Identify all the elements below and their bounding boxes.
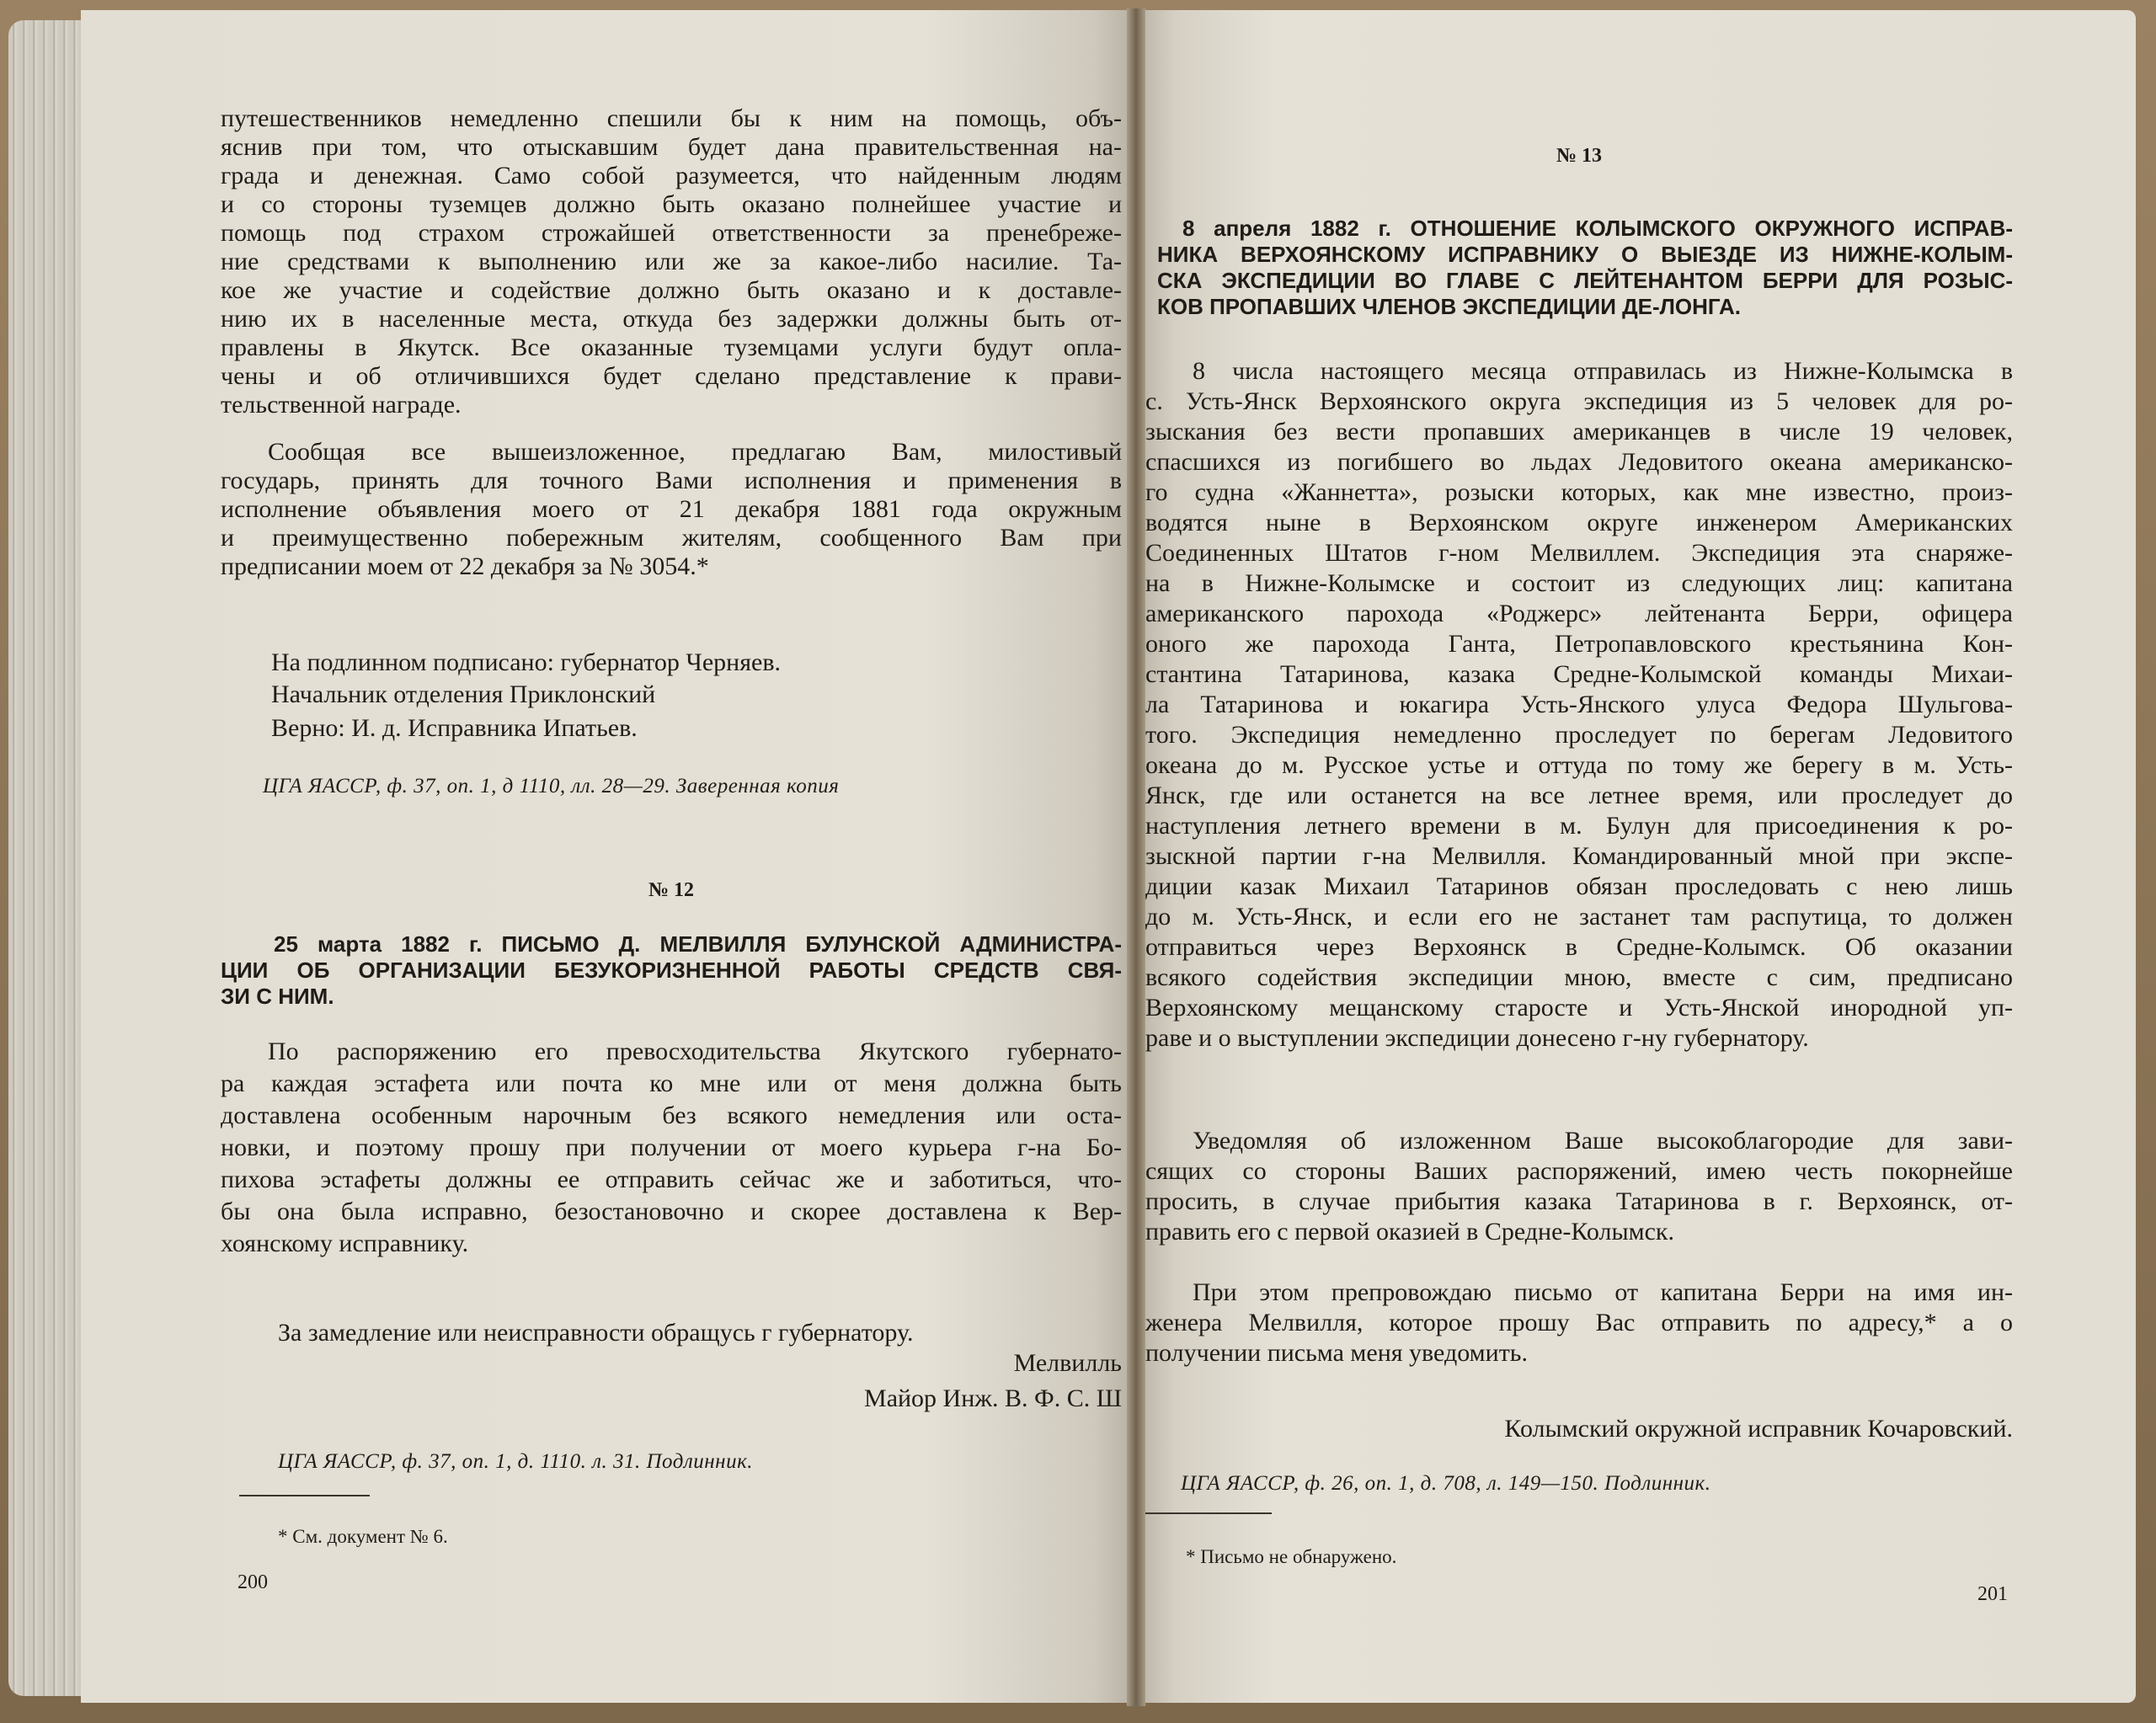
text-line: нию их в населенные места, откуда без задержки должны быть от- bbox=[221, 305, 1122, 333]
page-number: 201 bbox=[1977, 1583, 2008, 1605]
text-line: кое же участие и содействие должно быть оказано и к доставле- bbox=[221, 276, 1122, 304]
text-line: ра каждая эстафета или почта ко мне или от меня должна быть bbox=[221, 1070, 1122, 1097]
text-line: сящих со стороны Ваших распоряжений, имею честь покорнейше bbox=[1145, 1157, 2013, 1185]
archive-source: ЦГА ЯАССР, ф. 37, оп. 1, д 1110, лл. 28—29. Заверенная копия bbox=[263, 775, 840, 797]
text-line: государь, принять для точного Вами исполнения и применения в bbox=[221, 467, 1122, 494]
text-line: Сообщая все вышеизложенное, предлагаю Вам, милостивый bbox=[268, 438, 1122, 466]
text-line: отправиться через Верхоянск в Средне-Колымск. Об оказании bbox=[1145, 933, 2013, 961]
text-line: пихова эстафеты должны ее отправить сейчас же и заботиться, что- bbox=[221, 1166, 1122, 1193]
text-line: доставлена особенным нарочным без всякого немедления или оста- bbox=[221, 1102, 1122, 1129]
text-line: на в Нижне-Колымске и состоит из следующих лиц: капитана bbox=[1145, 569, 2013, 597]
text-line: и со стороны туземцев должно быть оказано полнейшее участие и bbox=[221, 190, 1122, 218]
text-line: править его с первой оказией в Средне-Колымск. bbox=[1145, 1218, 1675, 1246]
text-line: яснив при том, что отыскавшим будет дана правительственная на- bbox=[221, 133, 1122, 161]
text-line: того. Экспедиция немедленно проследует по берегам Ледовитого bbox=[1145, 721, 2013, 749]
text-line: Янск, где или останется на все летнее время, или проследует до bbox=[1145, 781, 2013, 809]
text-line: путешественников немедленно спешили бы к ним на помощь, объ- bbox=[221, 104, 1122, 132]
signature-melville: Мелвилль bbox=[1013, 1349, 1122, 1377]
text-line: и преимущественно побережным жителям, сообщенного Вам при bbox=[221, 524, 1122, 552]
text-line: 8 числа настоящего месяца отправилась из Нижне-Колымска в bbox=[1193, 357, 2013, 385]
archive-source: ЦГА ЯАССР, ф. 37, оп. 1, д. 1110. л. 31. Подлинник. bbox=[278, 1450, 754, 1473]
book-spine bbox=[1127, 8, 1145, 1706]
text-line: оного же парохода Ганта, Петропавловского крестьянина Кон- bbox=[1145, 630, 2013, 658]
text-line: ла Татаринова и юкагира Усть-Янского улуса Федора Шульгова- bbox=[1145, 691, 2013, 718]
text-line: помощь под страхом строжайшей ответственности за пренебреже- bbox=[221, 219, 1122, 247]
text-line: получении письма меня уведомить. bbox=[1145, 1339, 1528, 1367]
footnote: * См. документ № 6. bbox=[278, 1526, 448, 1547]
text-line: исполнение объявления моего от 21 декабря 1881 года окружным bbox=[221, 495, 1122, 523]
signature-line: На подлинном подписано: губернатор Черняев. bbox=[271, 648, 781, 676]
text-line: водятся ныне в Верхоянском округе инженером Американских bbox=[1145, 509, 2013, 536]
heading-line: 8 апреля 1882 г. ОТНОШЕНИЕ КОЛЫМСКОГО ОКРУЖНОГО ИСПРАВ- bbox=[1182, 216, 2013, 241]
text-line: Уведомляя об изложенном Ваше высокоблагородие для зави- bbox=[1193, 1127, 2013, 1155]
text-line: града и денежная. Само собой разумеется, что найденным людям bbox=[221, 162, 1122, 189]
text-line: предписании моем от 22 декабря за № 3054.* bbox=[221, 552, 709, 580]
footnote: * Письмо не обнаружено. bbox=[1186, 1546, 1397, 1567]
text-line: раве и о выступлении экспедиции донесено г-ну губернатору. bbox=[1145, 1024, 1809, 1052]
signature-line: Верно: И. д. Исправника Ипатьев. bbox=[271, 714, 638, 742]
text-line: бы она была исправно, безостановочно и скорее доставлена к Вер- bbox=[221, 1198, 1122, 1225]
text-line: стантина Татаринова, казака Средне-Колымской команды Михаи- bbox=[1145, 660, 2013, 688]
text-line: женера Мелвилля, которое прошу Вас отправить по адресу,* а о bbox=[1145, 1309, 2013, 1336]
signature-line: Начальник отделения Приклонский bbox=[271, 680, 656, 708]
text-line: зыскания без вести пропавших американцев в числе 19 человек, bbox=[1145, 418, 2013, 445]
text-line: тельственной награде. bbox=[221, 391, 462, 419]
footnote-rule bbox=[1145, 1512, 1272, 1514]
heading-line: 25 марта 1882 г. ПИСЬМО Д. МЕЛВИЛЛЯ БУЛУНСКОЙ АДМИНИСТРА- bbox=[274, 931, 1122, 957]
archive-source: ЦГА ЯАССР, ф. 26, оп. 1, д. 708, л. 149—150. Подлинник. bbox=[1181, 1472, 1711, 1495]
closing-line: За замедление или неисправности обращусь г губернатору. bbox=[278, 1319, 914, 1347]
text-line: хоянскому исправнику. bbox=[221, 1230, 469, 1257]
text-line: чены и об отличившихся будет сделано представление к прави- bbox=[221, 362, 1122, 390]
heading-line: КОВ ПРОПАВШИХ ЧЛЕНОВ ЭКСПЕДИЦИИ ДЕ-ЛОНГА. bbox=[1157, 294, 1741, 319]
text-line: американского парохода «Роджерс» лейтенанта Берри, офицера bbox=[1145, 600, 2013, 627]
text-line: всякого содействия экспедиции мною, вместе с сим, предписано bbox=[1145, 963, 2013, 991]
heading-line: ЗИ С НИМ. bbox=[221, 984, 334, 1009]
text-line: с. Усть-Янск Верхоянского округа экспедиция из 5 человек для ро- bbox=[1145, 387, 2013, 415]
text-line: океана до м. Русское устье и оттуда по тому же берегу в м. Усть- bbox=[1145, 751, 2013, 779]
text-line: новки, и поэтому прошу при получении от моего курьера г-на Бо- bbox=[221, 1134, 1122, 1161]
text-line: По распоряжению его превосходительства Якутского губернато- bbox=[268, 1038, 1122, 1065]
text-line: правлены в Якутск. Все оказанные туземцами услуги будут опла- bbox=[221, 333, 1122, 361]
text-line: ние средствами к выполнению или же за какое-либо насилие. Та- bbox=[221, 248, 1122, 275]
signature-title: Майор Инж. В. Ф. С. Ш bbox=[864, 1384, 1122, 1412]
document-number: № 13 bbox=[1556, 145, 1603, 167]
text-line: просить, в случае прибытия казака Татаринова в г. Верхоянск, от- bbox=[1145, 1187, 2013, 1215]
text-line: При этом препровождаю письмо от капитана Берри на имя ин- bbox=[1193, 1278, 2013, 1306]
text-line: спасшихся из погибшего во льдах Ледовитого океана американско- bbox=[1145, 448, 2013, 476]
footnote-rule bbox=[239, 1495, 370, 1496]
text-line: до м. Усть-Янск, и если его не застанет там распутица, то должен bbox=[1145, 903, 2013, 931]
text-line: зыскной партии г-на Мелвилля. Командированный мной при экспе- bbox=[1145, 842, 2013, 870]
text-line: Соединенных Штатов г-ном Мелвиллем. Экспедиция эта снаряже- bbox=[1145, 539, 2013, 567]
document-number: № 12 bbox=[648, 879, 695, 901]
page-number: 200 bbox=[237, 1571, 268, 1593]
heading-line: СКА ЭКСПЕДИЦИИ ВО ГЛАВЕ С ЛЕЙТЕНАНТОМ БЕРРИ ДЛЯ РОЗЫС- bbox=[1157, 268, 2013, 293]
text-line: наступления летнего времени в м. Булун для присоединения к ро- bbox=[1145, 812, 2013, 840]
text-line: диции казак Михаил Татаринов обязан проследовать с нею лишь bbox=[1145, 872, 2013, 900]
heading-line: НИКА ВЕРХОЯНСКОМУ ИСПРАВНИКУ О ВЫЕЗДЕ ИЗ НИЖНЕ-КОЛЫМ- bbox=[1157, 242, 2013, 267]
text-line: го судна «Жаннетта», розыски которых, как мне известно, произ- bbox=[1145, 478, 2013, 506]
signature-kocharovsky: Колымский окружной исправник Кочаровский. bbox=[1504, 1415, 2013, 1443]
text-line: Верхоянскому мещанскому старосте и Усть-Янской инородной уп- bbox=[1145, 994, 2013, 1022]
heading-line: ЦИИ ОБ ОРГАНИЗАЦИИ БЕЗУКОРИЗНЕННОЙ РАБОТЫ СРЕДСТВ СВЯ- bbox=[221, 958, 1122, 983]
